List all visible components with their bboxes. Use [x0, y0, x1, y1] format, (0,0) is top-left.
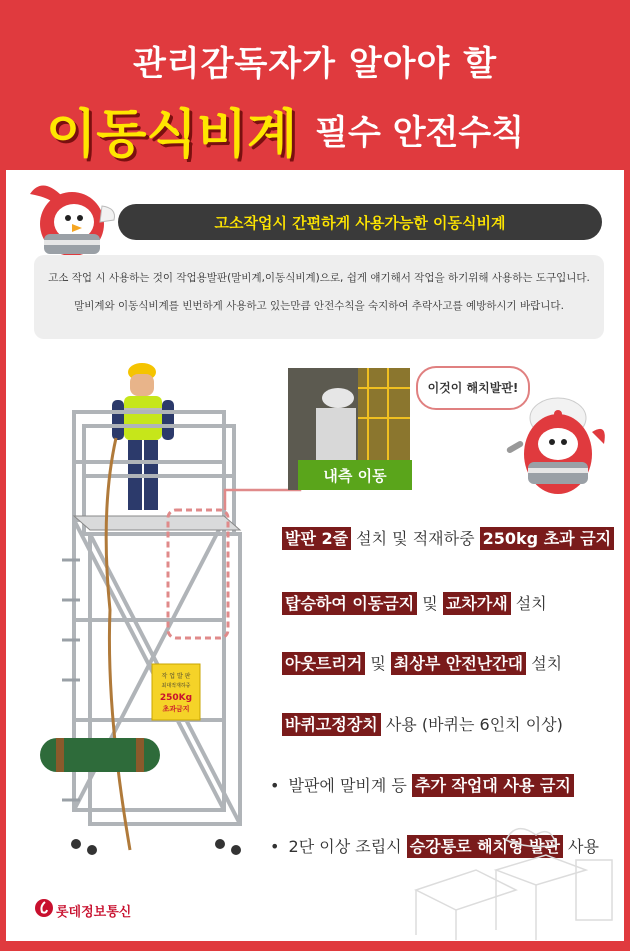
sign-line-2: 최대적재하중: [161, 683, 191, 689]
lotte-logo-icon: [34, 898, 54, 918]
rule-5: [270, 773, 574, 796]
rule-1-highlight-1: 발판 2줄: [282, 527, 351, 550]
rule-3-highlight-2: 최상부 안전난간대: [391, 652, 526, 675]
sign-line-4: 초과금지: [162, 705, 190, 713]
rule-6-bullet: •: [270, 837, 280, 856]
title-line-2: [46, 92, 524, 167]
intro-line-2: 말비계와 이동식비계를 빈번하게 사용하고 있는만큼 안전수칙을 숙지하여 추락사고를 예방하시기 바랍니다.: [74, 300, 564, 312]
rule-4-highlight-1: 바퀴고정장치: [282, 713, 381, 736]
rule-3-text-1: 및: [365, 654, 391, 673]
section-title: 고소작업시 간편하게 사용가능한 이동식비계: [214, 214, 506, 232]
bubble-text: 이것이 해치발판!: [427, 381, 519, 395]
rule-1-text: 설치 및 적재하중: [351, 529, 480, 548]
rule-2-text-2: 설치: [510, 594, 547, 613]
bottom-strip: [0, 941, 630, 951]
rule-1: [282, 526, 614, 549]
intro-line-1: 고소 작업 시 사용하는 것이 작업용발판(말비계,이동식비계)으로, 쉽게 얘기해서 작업을 하기위해 사용하는 도구입니다.: [48, 272, 590, 284]
rule-2-highlight-1: 탑승하여 이동금지: [282, 592, 417, 615]
title-line-1: 관리감독자가 알아야 할: [132, 44, 498, 84]
company-name: 롯데정보통신: [56, 905, 132, 920]
tech-background-illustration: [396, 800, 622, 940]
sign-line-1: 작 업 발 판: [161, 673, 191, 680]
rule-5-bullet: •: [270, 776, 280, 795]
section-title-pill: [118, 204, 602, 240]
sign-line-3: 250Kg: [159, 693, 193, 703]
rule-4: [282, 712, 563, 735]
rule-5-highlight: 추가 작업대 사용 금지: [412, 774, 574, 797]
rule-3: [282, 651, 562, 674]
inner-move-label: [298, 460, 412, 490]
scaffold-illustration: [40, 350, 290, 860]
title-highlight: 이동식비계: [46, 105, 298, 165]
rule-6-highlight: 승강통로 해치형 발판: [407, 835, 563, 858]
mascot-right-icon: [504, 392, 614, 504]
rule-2: [282, 591, 547, 614]
worker-figure: [112, 363, 174, 510]
header-banner: [0, 0, 630, 170]
rule-4-text: 사용 (바퀴는 6인치 이상): [380, 715, 563, 734]
rule-5-text: 발판에 말비계 등: [283, 776, 412, 795]
rule-3-highlight-1: 아웃트리거: [282, 652, 365, 675]
title-rest: 필수 안전수칙: [315, 113, 525, 153]
rule-3-text-2: 설치: [526, 654, 563, 673]
rule-2-highlight-2: 교차가새: [443, 592, 511, 615]
rule-1-highlight-2: 250kg 초과 금지: [480, 527, 614, 550]
rule-6-text-2: 사용: [562, 837, 599, 856]
rule-2-text-1: 및: [417, 594, 443, 613]
mascot-left-icon: [22, 176, 122, 266]
rule-6-text-1: 2단 이상 조립시: [283, 837, 407, 856]
inner-move-text: 내측 이동: [323, 467, 387, 485]
intro-box: [34, 255, 604, 339]
